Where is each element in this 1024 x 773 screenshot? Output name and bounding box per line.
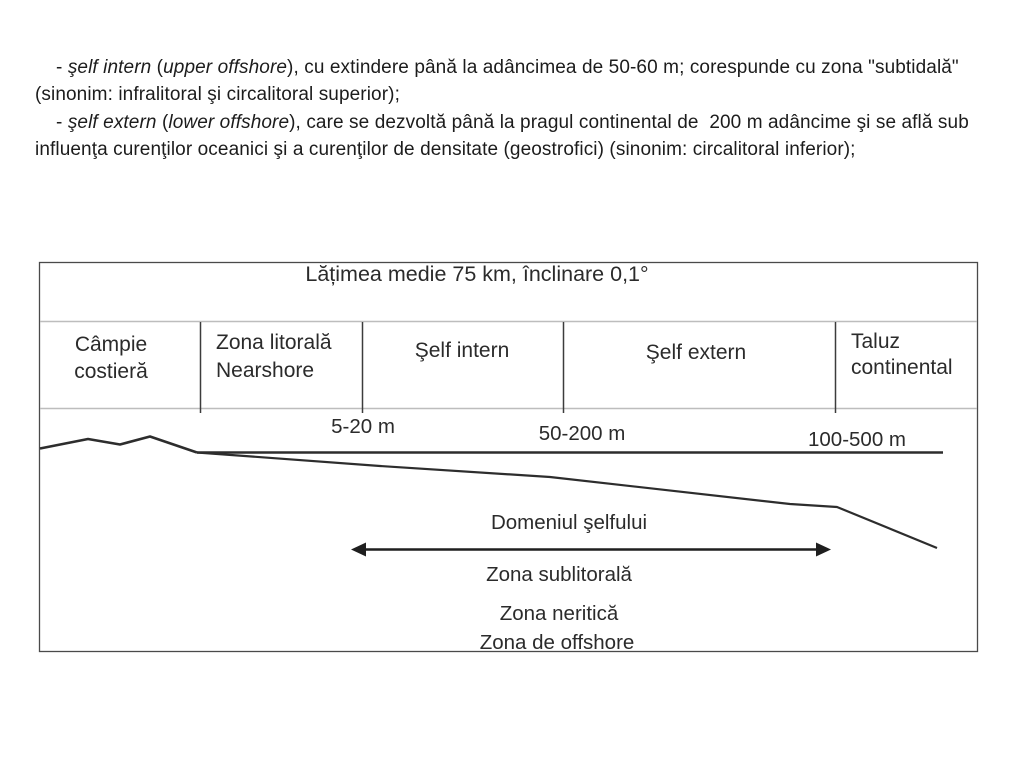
depth-label-self-extern: 50-200 m (538, 422, 626, 445)
column-label-self-extern (646, 341, 746, 364)
zone-label-neritica: Zona neritică (499, 602, 619, 625)
term-lower-offshore: lower offshore (168, 111, 290, 133)
svg-text:Taluz: Taluz (851, 330, 901, 353)
svg-text:Câmpie: Câmpie (74, 333, 148, 356)
column-label-self-intern (415, 339, 510, 362)
dash: - (56, 111, 68, 133)
zone-label-sublitorala: Zona sublitorală (486, 563, 632, 586)
intro-line-2: (sinonim: infralitoral şi circalitoral superior); (35, 84, 400, 106)
intro-line-4: influenţa curenţilor oceanici şi a curenţilor de densitate (geostrofici) (sinonim: circalitoral inferior); (35, 139, 856, 161)
svg-text:Nearshore: Nearshore (216, 359, 315, 382)
svg-text:Zona litorală: Zona litorală (216, 331, 332, 354)
term-self-extern: şelf extern (67, 111, 157, 133)
svg-text:Şelf extern: Şelf extern (645, 341, 747, 364)
dash: - (56, 57, 68, 78)
diagram-title: Lățimea medie 75 km, înclinare 0,1° (305, 262, 649, 286)
term-upper-offshore: upper offshore (163, 57, 288, 78)
svg-text:costieră: costieră (74, 360, 148, 383)
svg-text:Şelf intern: Şelf intern (414, 339, 510, 362)
depth-label-taluz: 100-500 m (807, 428, 907, 451)
domain-shelf-label: Domeniul şelfului (490, 511, 648, 534)
term-self-intern: şelf intern (67, 57, 152, 78)
intro-line-1: - şelf intern (upper offshore), cu extindere până la adâncimea de 50-60 m; corespunde cu zona "subtidală" (56, 57, 959, 78)
intro-line-3: - şelf extern (lower offshore), care se dezvoltă până la pragul continental de 200 m adâncime şi se află sub (56, 111, 969, 133)
depth-label-self-intern: 5-20 m (331, 415, 395, 438)
zone-label-offshore: Zona de offshore (479, 631, 635, 654)
svg-text:continental: continental (851, 356, 953, 379)
